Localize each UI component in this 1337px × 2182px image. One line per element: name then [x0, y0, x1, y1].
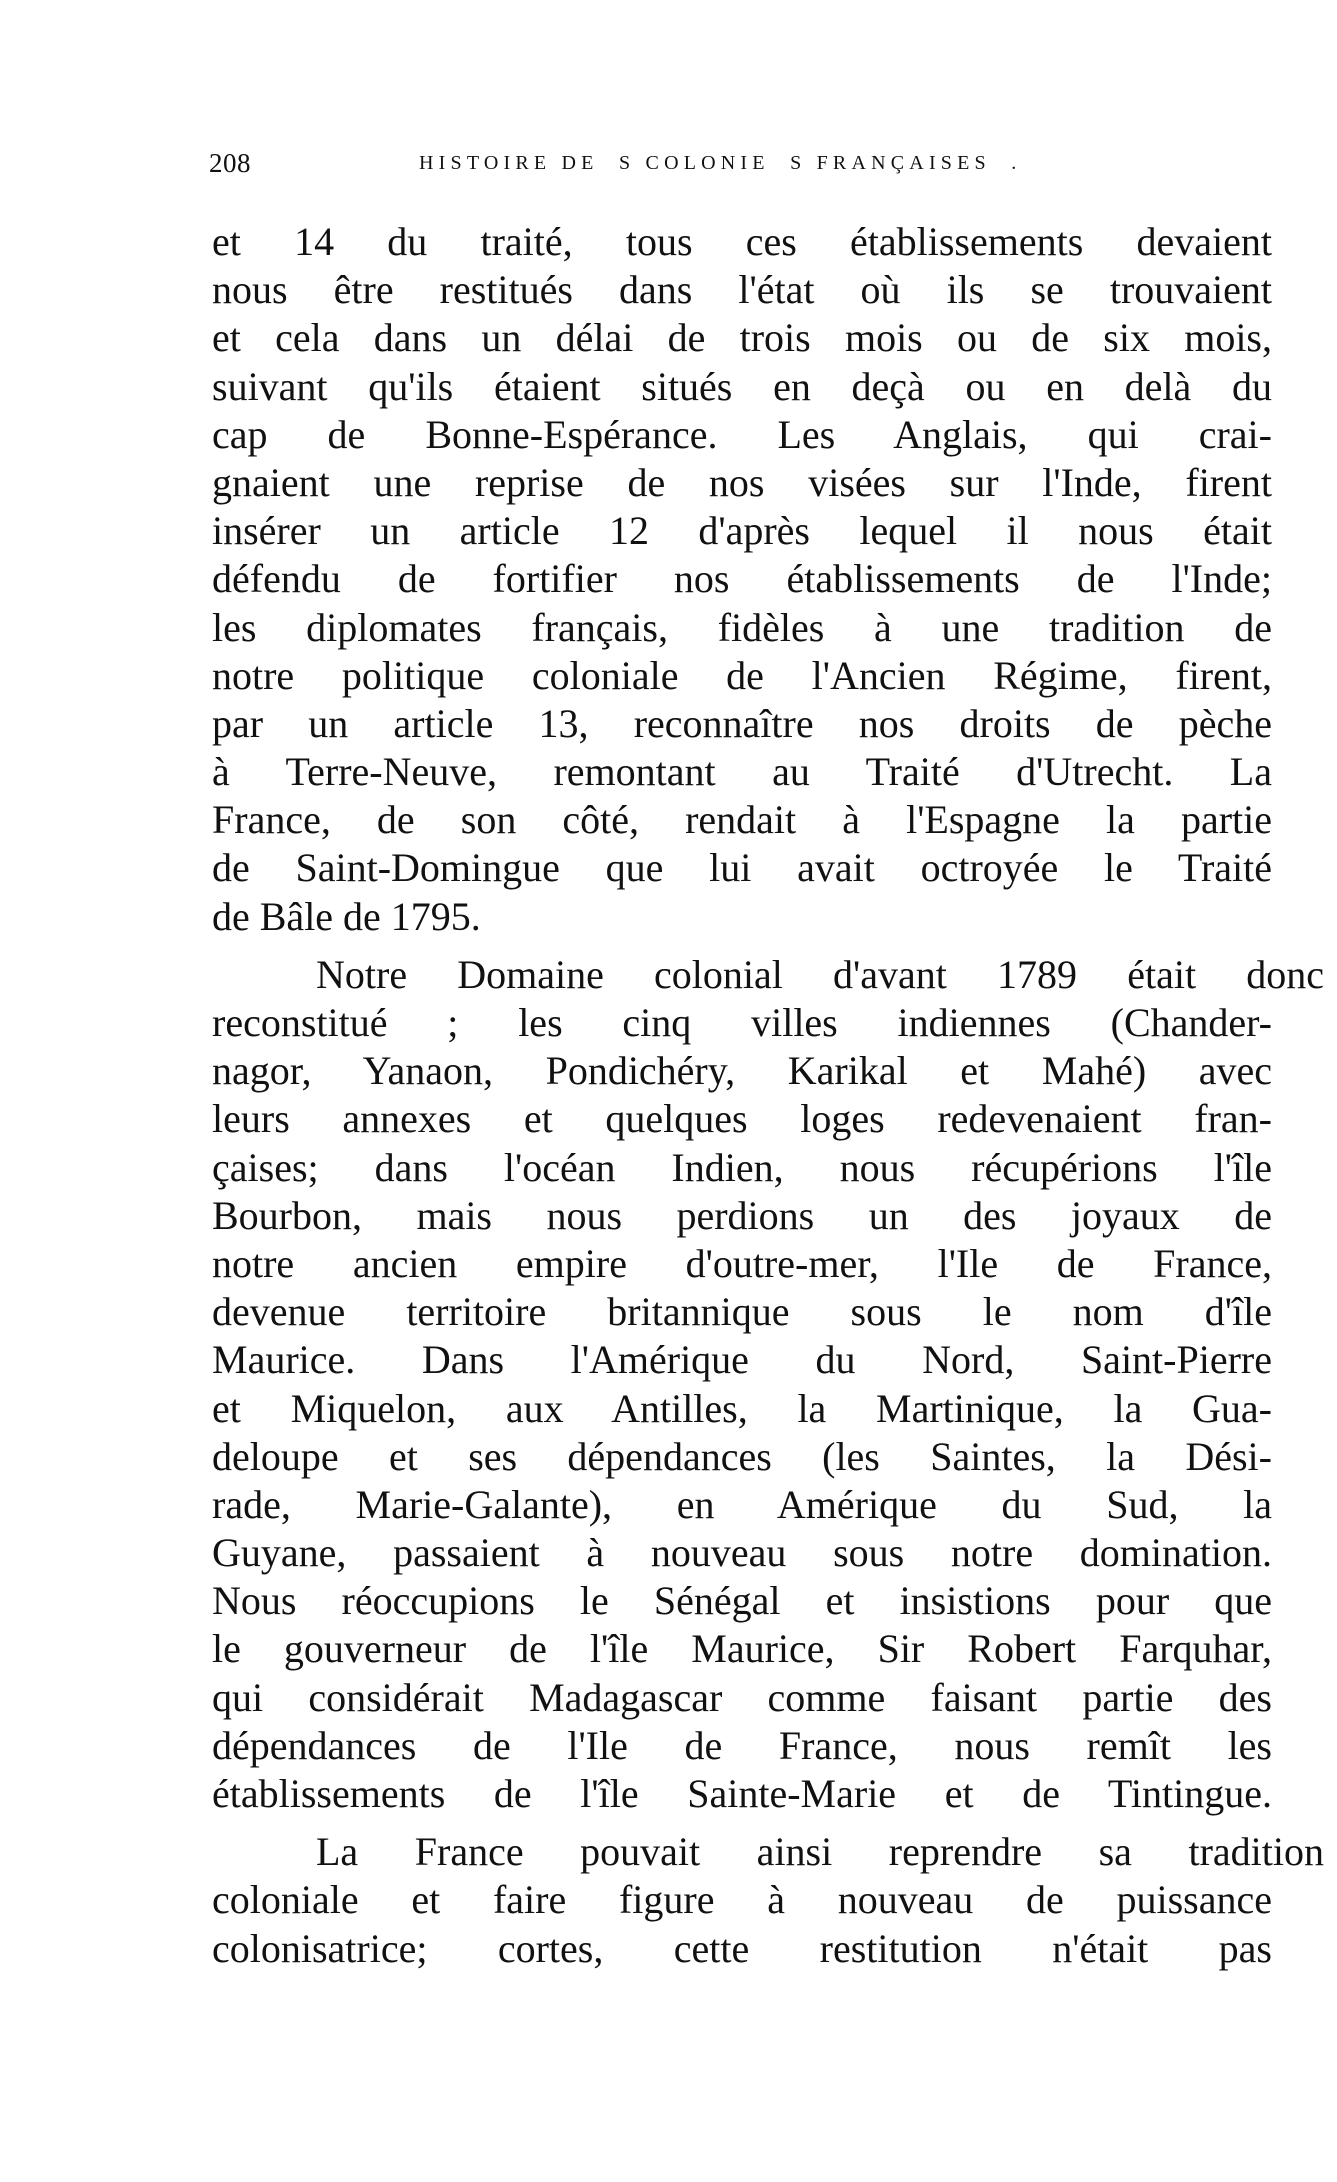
paragraph — [212, 218, 1272, 941]
body-text — [212, 218, 1324, 1973]
text-line: La France pouvait ainsi reprendre sa tradition — [316, 1829, 1324, 1875]
text-line: notre politique coloniale de l'Ancien Régime, firent, — [212, 652, 1272, 698]
text-line: coloniale et faire figure à nouveau de puissance — [212, 1877, 1272, 1923]
paragraph-gap — [212, 941, 1272, 951]
text-line: çaises; dans l'océan Indien, nous récupérions l'île — [212, 1144, 1272, 1190]
text-line: et Miquelon, aux Antilles, la Martinique, la Gua- — [212, 1385, 1272, 1431]
text-line: à Terre-Neuve, remontant au Traité d'Utrecht. La — [212, 749, 1272, 795]
text-line: gnaient une reprise de nos visées sur l'Inde, firent — [212, 459, 1272, 505]
text-line: Notre Domaine colonial d'avant 1789 était donc — [316, 951, 1324, 997]
text-line: nous être restitués dans l'état où ils se trouvaient — [212, 267, 1272, 313]
text-line: et 14 du traité, tous ces établissements devaient — [212, 219, 1272, 264]
text-line: Maurice. Dans l'Amérique du Nord, Saint-Pierre — [212, 1337, 1272, 1383]
text-line: le gouverneur de l'île Maurice, Sir Robert Farquhar, — [212, 1626, 1272, 1672]
text-line: nagor, Yanaon, Pondichéry, Karikal et Mahé) avec — [212, 1048, 1272, 1094]
text-line: notre ancien empire d'outre-mer, l'Ile de France, — [212, 1240, 1272, 1286]
text-line: leurs annexes et quelques loges redevenaient fran- — [212, 1096, 1272, 1142]
text-line: Bourbon, mais nous perdions un des joyaux de — [212, 1192, 1272, 1238]
text-line: de Saint-Domingue que lui avait octroyée le Traité — [212, 845, 1272, 891]
text-line: deloupe et ses dépendances (les Saintes, la Dési- — [212, 1433, 1272, 1479]
text-line: dépendances de l'Ile de France, nous remît les — [212, 1722, 1272, 1768]
text-line: suivant qu'ils étaient situés en deçà ou en delà du — [212, 363, 1272, 409]
text-line: reconstitué ; les cinq villes indiennes (Chander- — [212, 1000, 1272, 1045]
page-number: 208 — [209, 148, 251, 178]
text-line: et cela dans un délai de trois mois ou de six mois, — [212, 315, 1272, 361]
text-line: rade, Marie-Galante), en Amérique du Sud, la — [212, 1481, 1272, 1527]
text-line: Guyane, passaient à nouveau sous notre domination. — [212, 1530, 1272, 1576]
paragraph-gap — [212, 1818, 1272, 1828]
text-line: devenue territoire britannique sous le nom d'île — [212, 1289, 1272, 1335]
running-title: HISTOIRE DE S COLONIE S FRANÇAISES . — [419, 152, 1022, 174]
text-line: cap de Bonne-Espérance. Les Anglais, qui crai- — [212, 411, 1272, 457]
running-head — [209, 148, 1279, 188]
text-line: par un article 13, reconnaître nos droits de pèche — [212, 700, 1272, 746]
paragraph — [212, 1828, 1324, 1973]
text-line: les diplomates français, fidèles à une tradition de — [212, 604, 1272, 650]
text-line: insérer un article 12 d'après lequel il nous était — [212, 508, 1272, 554]
text-line: défendu de fortifier nos établissements de l'Inde; — [212, 556, 1272, 602]
text-line: qui considérait Madagascar comme faisant partie des — [212, 1674, 1272, 1720]
text-line: colonisatrice; cortes, cette restitution n'était pas — [212, 1925, 1272, 1971]
paragraph — [212, 951, 1324, 1818]
text-line: de Bâle de 1795. — [212, 893, 481, 939]
text-line: Nous réoccupions le Sénégal et insistions pour que — [212, 1578, 1272, 1624]
text-line: établissements de l'île Sainte-Marie et de Tintingue. — [212, 1771, 1272, 1816]
text-line: France, de son côté, rendait à l'Espagne la partie — [212, 797, 1272, 843]
